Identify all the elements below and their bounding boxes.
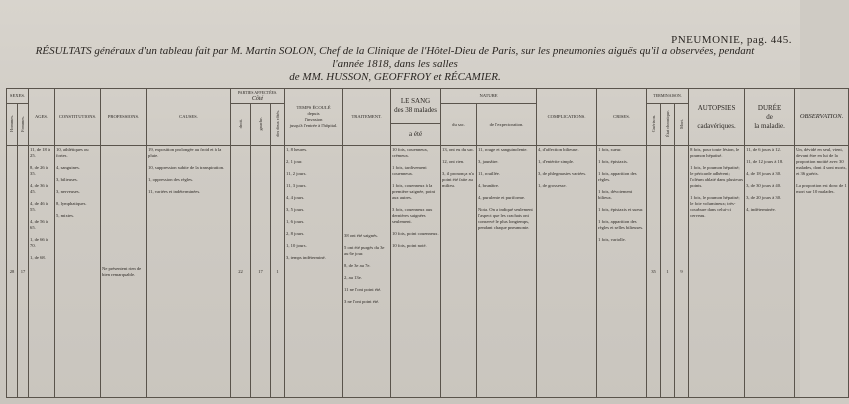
th-crises: CRISES. [597, 89, 647, 146]
cell-temps [285, 146, 343, 398]
th-sang-l1: LE SANG [400, 97, 431, 105]
th-deux-cotes [271, 104, 285, 146]
crise-item: 1 fois, dévoiement bilieux. [598, 189, 633, 200]
du-sac-item: 12, ont rien. [442, 159, 465, 164]
cell-expectoration [477, 146, 537, 398]
cell-hommes: 28 [7, 146, 18, 398]
cell-duree [745, 146, 795, 398]
cell-deux-cotes: 1 [271, 146, 285, 398]
temps-item: 3, temps indéterminé. [286, 255, 326, 260]
traitement-item: 2, au 13e. [344, 274, 362, 280]
constitution-item: 3, nerveuses. [56, 189, 80, 194]
cell-autopsies [689, 146, 745, 398]
du-sac-item: 13, ont eu du sac. [442, 147, 475, 152]
th-constitutions: CONSTITUTIONS. [55, 89, 101, 146]
th-mort-text: Mort. [678, 118, 684, 129]
age-item: 4, de 46 à 55. [30, 201, 48, 212]
section-title: PNEUMONIE, [671, 34, 744, 46]
cell-droit: 22 [231, 146, 251, 398]
observation-item: La proportion est donc de 1 mort sur 10 malades. [796, 183, 847, 194]
temps-item: 1, 10 jours. [286, 243, 307, 248]
traitement-item: 38 ont été saignés. [344, 232, 378, 238]
sang-item: 3 fois, couenneux aux dernières saignées seulement. [392, 207, 433, 224]
autopsie-item: 1 fois, le poumon hépatisé; le foie volumineux; très-courbure dans celui-ci cerveau. [690, 195, 740, 218]
crise-item: 1 fois, sueur. [598, 147, 622, 152]
traitement-item: 5 ont été purgés du 3e au 6e jour. [344, 244, 385, 256]
th-droit [231, 104, 251, 146]
th-duree-l3: la maladie. [754, 121, 785, 130]
constitution-item: 4, sanguines. [56, 165, 80, 170]
th-temps-l3: l'invasion [304, 117, 323, 122]
temps-item: 11, 3 jours. [286, 183, 307, 188]
constitution-item: 10, athlétiques ou fortes. [56, 147, 89, 158]
th-expectoration: de l'expectoration. [477, 104, 537, 146]
duree-item: 3, de 20 jours à 30. [746, 195, 782, 200]
crise-item: 1 fois, variolle. [598, 237, 626, 242]
age-item: 1, de 66 à 70. [30, 237, 48, 248]
age-item: 4, de 36 à 45. [30, 183, 48, 194]
duree-item: 4, de 18 jours à 30. [746, 171, 782, 176]
th-droit-text: droit. [237, 118, 243, 129]
th-femmes [18, 104, 29, 146]
autopsie-item: 8 fois, pour toute lésion, le poumon hépatisé. [690, 147, 740, 158]
cell-ages [29, 146, 55, 398]
expectoration-item: 11, rouge et sanguinolente. [478, 147, 528, 152]
th-duree-l2: de [766, 112, 773, 121]
th-gauche-text: gauche. [257, 116, 263, 131]
sang-item: 10 fois, point noté. [392, 243, 427, 248]
cell-constitutions [55, 146, 101, 398]
th-nature: NATURE [441, 89, 537, 104]
temps-item: 3, 5 jours. [286, 207, 305, 212]
age-item: 1, de 68. [30, 255, 46, 260]
th-etat-chronique [661, 104, 675, 146]
temps-item: 1, 6 jours. [286, 219, 305, 224]
th-autopsies-l2: cadavériques. [697, 121, 736, 130]
sang-item: 10 fois, point couenneux. [392, 231, 439, 236]
crise-item: 1 fois, apparition des règles. [598, 171, 637, 182]
th-temps [285, 89, 343, 146]
age-item: 4, de 56 à 65. [30, 219, 48, 230]
expectoration-item: 4, brunâtre. [478, 183, 500, 188]
autopsie-item: 1 fois, le poumon hépatisé; le péricarde adhérent; l'oléum ablaté dans plusieurs points. [690, 165, 744, 188]
duree-item: 11, de 12 jours à 18. [746, 159, 784, 164]
th-sexes: SEXES. [7, 89, 29, 104]
complication-item: 1, d'entérite simple. [538, 159, 575, 164]
th-femmes-text: Femmes. [20, 115, 25, 132]
cell-guerison: 35 [647, 146, 661, 398]
document-title [20, 45, 770, 84]
th-duree-l1: DURÉE [757, 103, 782, 112]
title-line-1: RÉSULTATS généraux d'un tableau fait par M. Martin SOLON, Chef de la Clinique de l'Hôtel-Dieu de Paris, sur les pneumonies aiguës qu'il a observées, pendant l'année 1818, dans les salles [35, 45, 755, 70]
th-duree [745, 89, 795, 146]
complication-item: 3, de phlegmasies variées. [538, 171, 587, 176]
th-sang-l2: des 38 malades [394, 106, 437, 114]
th-gauche [251, 104, 271, 146]
th-parties-label: PARTIES AFFECTÉES. [237, 90, 278, 95]
cell-etat-chronique: 1 [661, 146, 675, 398]
expectoration-item: 4, purulente et puriforme. [478, 195, 526, 200]
title-line-2: de MM. HUSSON, GEOFFROY et RÉCAMIER. [289, 71, 501, 83]
th-du-sac: du sac. [441, 104, 477, 146]
cell-causes [147, 146, 231, 398]
cause-item: 19, exposition prolongée au froid et à la pluie. [148, 147, 222, 158]
cell-professions: Ne présentent rien de bien remarquable. [101, 146, 147, 398]
duree-item: 4, indéterminée. [746, 207, 776, 212]
th-parties [231, 89, 285, 104]
th-hommes [7, 104, 18, 146]
th-deux-cotes-text: des deux côtés. [274, 110, 280, 137]
th-ages: AGES. [29, 89, 55, 146]
expectoration-item: 11, rouillée. [478, 171, 500, 176]
page-number: pag. 445. [746, 34, 792, 46]
th-sang-a-ete: a été [391, 124, 441, 146]
traitement-item: 8, de 3e au 7e. [344, 262, 371, 268]
cell-crises [597, 146, 647, 398]
th-autopsies-l1: AUTOPSIES [697, 103, 736, 112]
th-autopsies [689, 89, 745, 146]
age-item: 8, de 26 à 35. [30, 165, 48, 176]
crise-item: 1 fois, épistaxis. [598, 159, 628, 164]
sang-item: 10 fois, couenneux, crémeux. [392, 147, 429, 158]
constitution-item: 8, lymphatiques. [56, 201, 87, 206]
age-item: 11, de 18 à 25. [30, 147, 51, 158]
sang-item: 1 fois, tardivement couenneux. [392, 165, 427, 176]
duree-item: 11, de 6 jours à 12. [746, 147, 781, 152]
temps-item: 2, 1 jour. [286, 159, 303, 164]
th-temps-l1: TEMPS ÉCOULÉ [296, 105, 331, 110]
th-hommes-text: Hommes. [9, 115, 14, 132]
results-table [6, 88, 849, 398]
temps-item: 4, 4 jours. [286, 195, 305, 200]
th-cote: Côté [251, 96, 264, 102]
cause-item: 10, suppression subite de la transpiration. [148, 165, 225, 170]
cell-traitement [343, 146, 391, 398]
cell-observation [795, 146, 849, 398]
cell-mort: 9 [675, 146, 689, 398]
th-etat-chronique-text: État chronique. [664, 110, 670, 137]
temps-item: 2, 8 jours. [286, 231, 305, 236]
temps-item: 11, 2 jours. [286, 171, 307, 176]
duree-item: 3, de 30 jours à 40. [746, 183, 782, 188]
th-temps-l4: jusqu'à l'entrée à l'hôpital. [289, 123, 338, 128]
constitution-item: 3, bilieuses. [56, 177, 78, 182]
cell-gauche: 17 [251, 146, 271, 398]
temps-item: 1, 8 heures. [286, 147, 308, 152]
expectoration-item: 3, jaunâtre. [478, 159, 499, 164]
cause-item: 11, variées et indéterminées. [148, 189, 201, 194]
traitement-item: 3 ne l'ont point été. [344, 298, 380, 304]
cell-femmes: 17 [18, 146, 29, 398]
sang-item: 1 fois, couenneux à la première saignée, point aux autres. [392, 183, 436, 200]
th-guerison-text: Guérison. [650, 114, 656, 133]
expectoration-item: Nota. On a indiqué seulement l'aspect que les crachats ont conservé le plus longtemps, pendant chaque pneumonie. [478, 207, 533, 230]
th-causes: CAUSES. [147, 89, 231, 146]
th-observation: OBSERVATION. [795, 89, 849, 146]
crise-item: 1 fois, épistaxis et sueur. [598, 207, 644, 212]
complication-item: 4, d'affection bilieuse. [538, 147, 579, 152]
cell-du-sac [441, 146, 477, 398]
th-sang [391, 89, 441, 124]
cell-sang [391, 146, 441, 398]
th-guerison [647, 104, 661, 146]
th-terminaison: TERMINAISON. [647, 89, 689, 104]
th-complications: COMPLICATIONS. [537, 89, 597, 146]
th-professions: PROFESSIONS. [101, 89, 147, 146]
crise-item: 1 fois, apparition des règles et selles bilieuses. [598, 219, 644, 230]
constitution-item: 5, mixtes. [56, 213, 75, 218]
du-sac-item: 3, il prononça n'a point été faite au milieu. [442, 171, 474, 188]
traitement-item: 11 ne l'ont point été. [344, 286, 382, 292]
observation-item: Un, dévidé en seul, vient, devant être en lui de la proportion moitié avec 30 malades, dont 4 sont morts, et 36 guéris. [796, 147, 847, 176]
th-mort [675, 104, 689, 146]
cause-item: 1, oppression des règles. [148, 177, 194, 182]
complication-item: 1, de grossesse. [538, 183, 567, 188]
cell-complications [537, 146, 597, 398]
th-temps-l2: depuis [307, 111, 320, 116]
th-traitement: TRAITEMENT. [343, 89, 391, 146]
